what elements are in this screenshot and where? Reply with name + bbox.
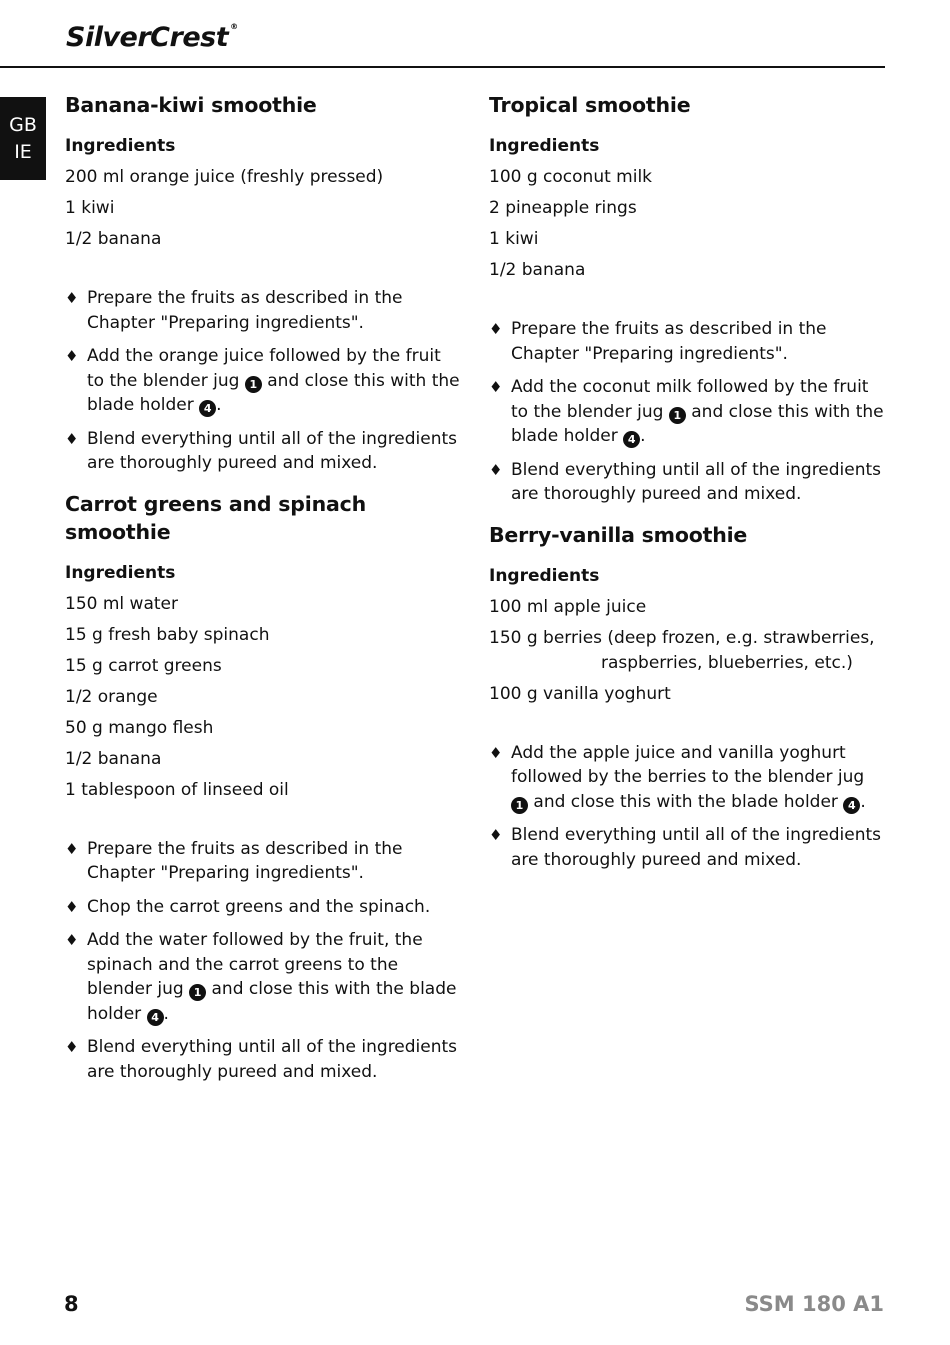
- ingredients-heading: Ingredients: [65, 562, 176, 583]
- ingredient: 1/2 orange: [65, 686, 158, 707]
- ingredient: 15 g fresh baby spinach: [65, 624, 270, 645]
- jug-ref-icon: 1: [511, 797, 528, 814]
- ingredient: 1 kiwi: [489, 229, 539, 249]
- ingredient: 1 kiwi: [65, 198, 115, 218]
- diamond-bullet-icon: ♦: [489, 320, 503, 338]
- steps-list: [489, 317, 884, 507]
- carrot-spinach-section: [65, 490, 460, 1085]
- diamond-bullet-icon: ♦: [489, 378, 503, 396]
- diamond-bullet-icon: ♦: [65, 429, 79, 448]
- banana-kiwi-section: [65, 91, 460, 476]
- ingredient: 100 ml apple juice: [489, 596, 647, 617]
- ingredient: 1/2 banana: [65, 229, 162, 249]
- step: ♦ Prepare the fruits as described in the Chapter "Preparing ingredients".: [489, 319, 827, 364]
- ingredient: 100 g coconut milk: [489, 167, 653, 187]
- ingredients-list: [489, 165, 884, 283]
- holder-ref-icon: 4: [843, 797, 860, 814]
- section-title: Carrot greens and spinach smoothie: [65, 491, 366, 544]
- page-number: 8: [64, 1292, 79, 1316]
- model-number: SSM 180 A1: [744, 1292, 884, 1316]
- ingredient: 150 g berries (deep frozen, e.g. strawberries, raspberries, blueberries, etc.): [489, 627, 875, 673]
- step: ♦ Prepare the fruits as described in the Chapter "Preparing ingredients".: [65, 838, 403, 883]
- step: ♦ Blend everything until all of the ingredients are thoroughly pureed and mixed.: [65, 1037, 458, 1082]
- right-column: [489, 91, 884, 886]
- ingredient: 1/2 banana: [489, 260, 586, 280]
- tropical-section: [489, 91, 884, 507]
- language-tab: [0, 97, 46, 180]
- steps-list: [65, 286, 460, 476]
- berry-vanilla-section: [489, 521, 884, 873]
- diamond-bullet-icon: ♦: [65, 839, 79, 858]
- step: ♦ Add the orange juice followed by the fruit to the blender jug 1 and close this with the blade holder 4 .: [65, 346, 460, 415]
- ingredient: 15 g carrot greens: [65, 655, 222, 676]
- diamond-bullet-icon: ♦: [489, 826, 503, 844]
- diamond-bullet-icon: ♦: [65, 289, 79, 307]
- step: ♦ Blend everything until all of the ingredients are thoroughly pureed and mixed.: [489, 825, 882, 870]
- ingredients-list: [489, 595, 884, 707]
- step: ♦ Chop the carrot greens and the spinach.: [65, 895, 460, 920]
- holder-ref-icon: 4: [199, 400, 216, 417]
- step: ♦ Add the apple juice and vanilla yoghurt followed by the berries to the blender jug 1 and close this with the blade holder 4 .: [489, 742, 866, 812]
- diamond-bullet-icon: ♦: [65, 347, 79, 365]
- ingredient: 200 ml orange juice (freshly pressed): [65, 167, 384, 187]
- ingredients-heading: Ingredients: [489, 565, 600, 586]
- diamond-bullet-icon: ♦: [65, 897, 79, 916]
- step: ♦ Add the water followed by the fruit, the spinach and the carrot greens to the blender jug 1 and close this with the blade holder 4 .: [65, 930, 457, 1024]
- lang-ie: IE: [14, 140, 32, 163]
- ingredient: 50 g mango flesh: [65, 717, 214, 738]
- brand-logo: SilverCrest ®: [66, 22, 238, 53]
- step: ♦ Add the coconut milk followed by the fruit to the blender jug 1 and close this with the blade holder 4 .: [489, 377, 884, 446]
- steps-list: [65, 837, 460, 1085]
- step: ♦ Blend everything until all of the ingredients are thoroughly pureed and mixed.: [489, 459, 882, 504]
- ingredient: 2 pineapple rings: [489, 198, 637, 218]
- diamond-bullet-icon: ♦: [489, 460, 503, 479]
- diamond-bullet-icon: ♦: [65, 1038, 79, 1056]
- holder-ref-icon: 4: [623, 431, 640, 448]
- ingredient: 100 g vanilla yoghurt: [489, 683, 671, 704]
- section-title: Tropical smoothie: [489, 93, 691, 117]
- ingredient: 150 ml water: [65, 593, 178, 614]
- ingredients-heading: Ingredients: [65, 136, 176, 156]
- section-title: Banana-kiwi smoothie: [65, 93, 317, 117]
- lang-gb: GB: [9, 113, 37, 136]
- section-title: Berry-vanilla smoothie: [489, 522, 748, 547]
- ingredients-list: [65, 592, 460, 803]
- jug-ref-icon: 1: [245, 376, 262, 393]
- ingredients-heading: Ingredients: [489, 136, 600, 156]
- steps-list: [489, 741, 884, 873]
- step: ♦ Blend everything until all of the ingredients are thoroughly pureed and mixed.: [65, 428, 458, 473]
- ingredient: 1/2 banana: [65, 748, 162, 769]
- header-rule: [0, 66, 885, 68]
- holder-ref-icon: 4: [147, 1009, 164, 1026]
- diamond-bullet-icon: ♦: [65, 931, 79, 949]
- step: ♦ Prepare the fruits as described in the Chapter "Preparing ingredients".: [65, 288, 403, 333]
- jug-ref-icon: 1: [669, 407, 686, 424]
- ingredients-list: [65, 165, 460, 252]
- diamond-bullet-icon: ♦: [489, 743, 503, 762]
- jug-ref-icon: 1: [189, 984, 206, 1001]
- ingredient: 1 tablespoon of linseed oil: [65, 779, 289, 800]
- left-column: [65, 91, 460, 1098]
